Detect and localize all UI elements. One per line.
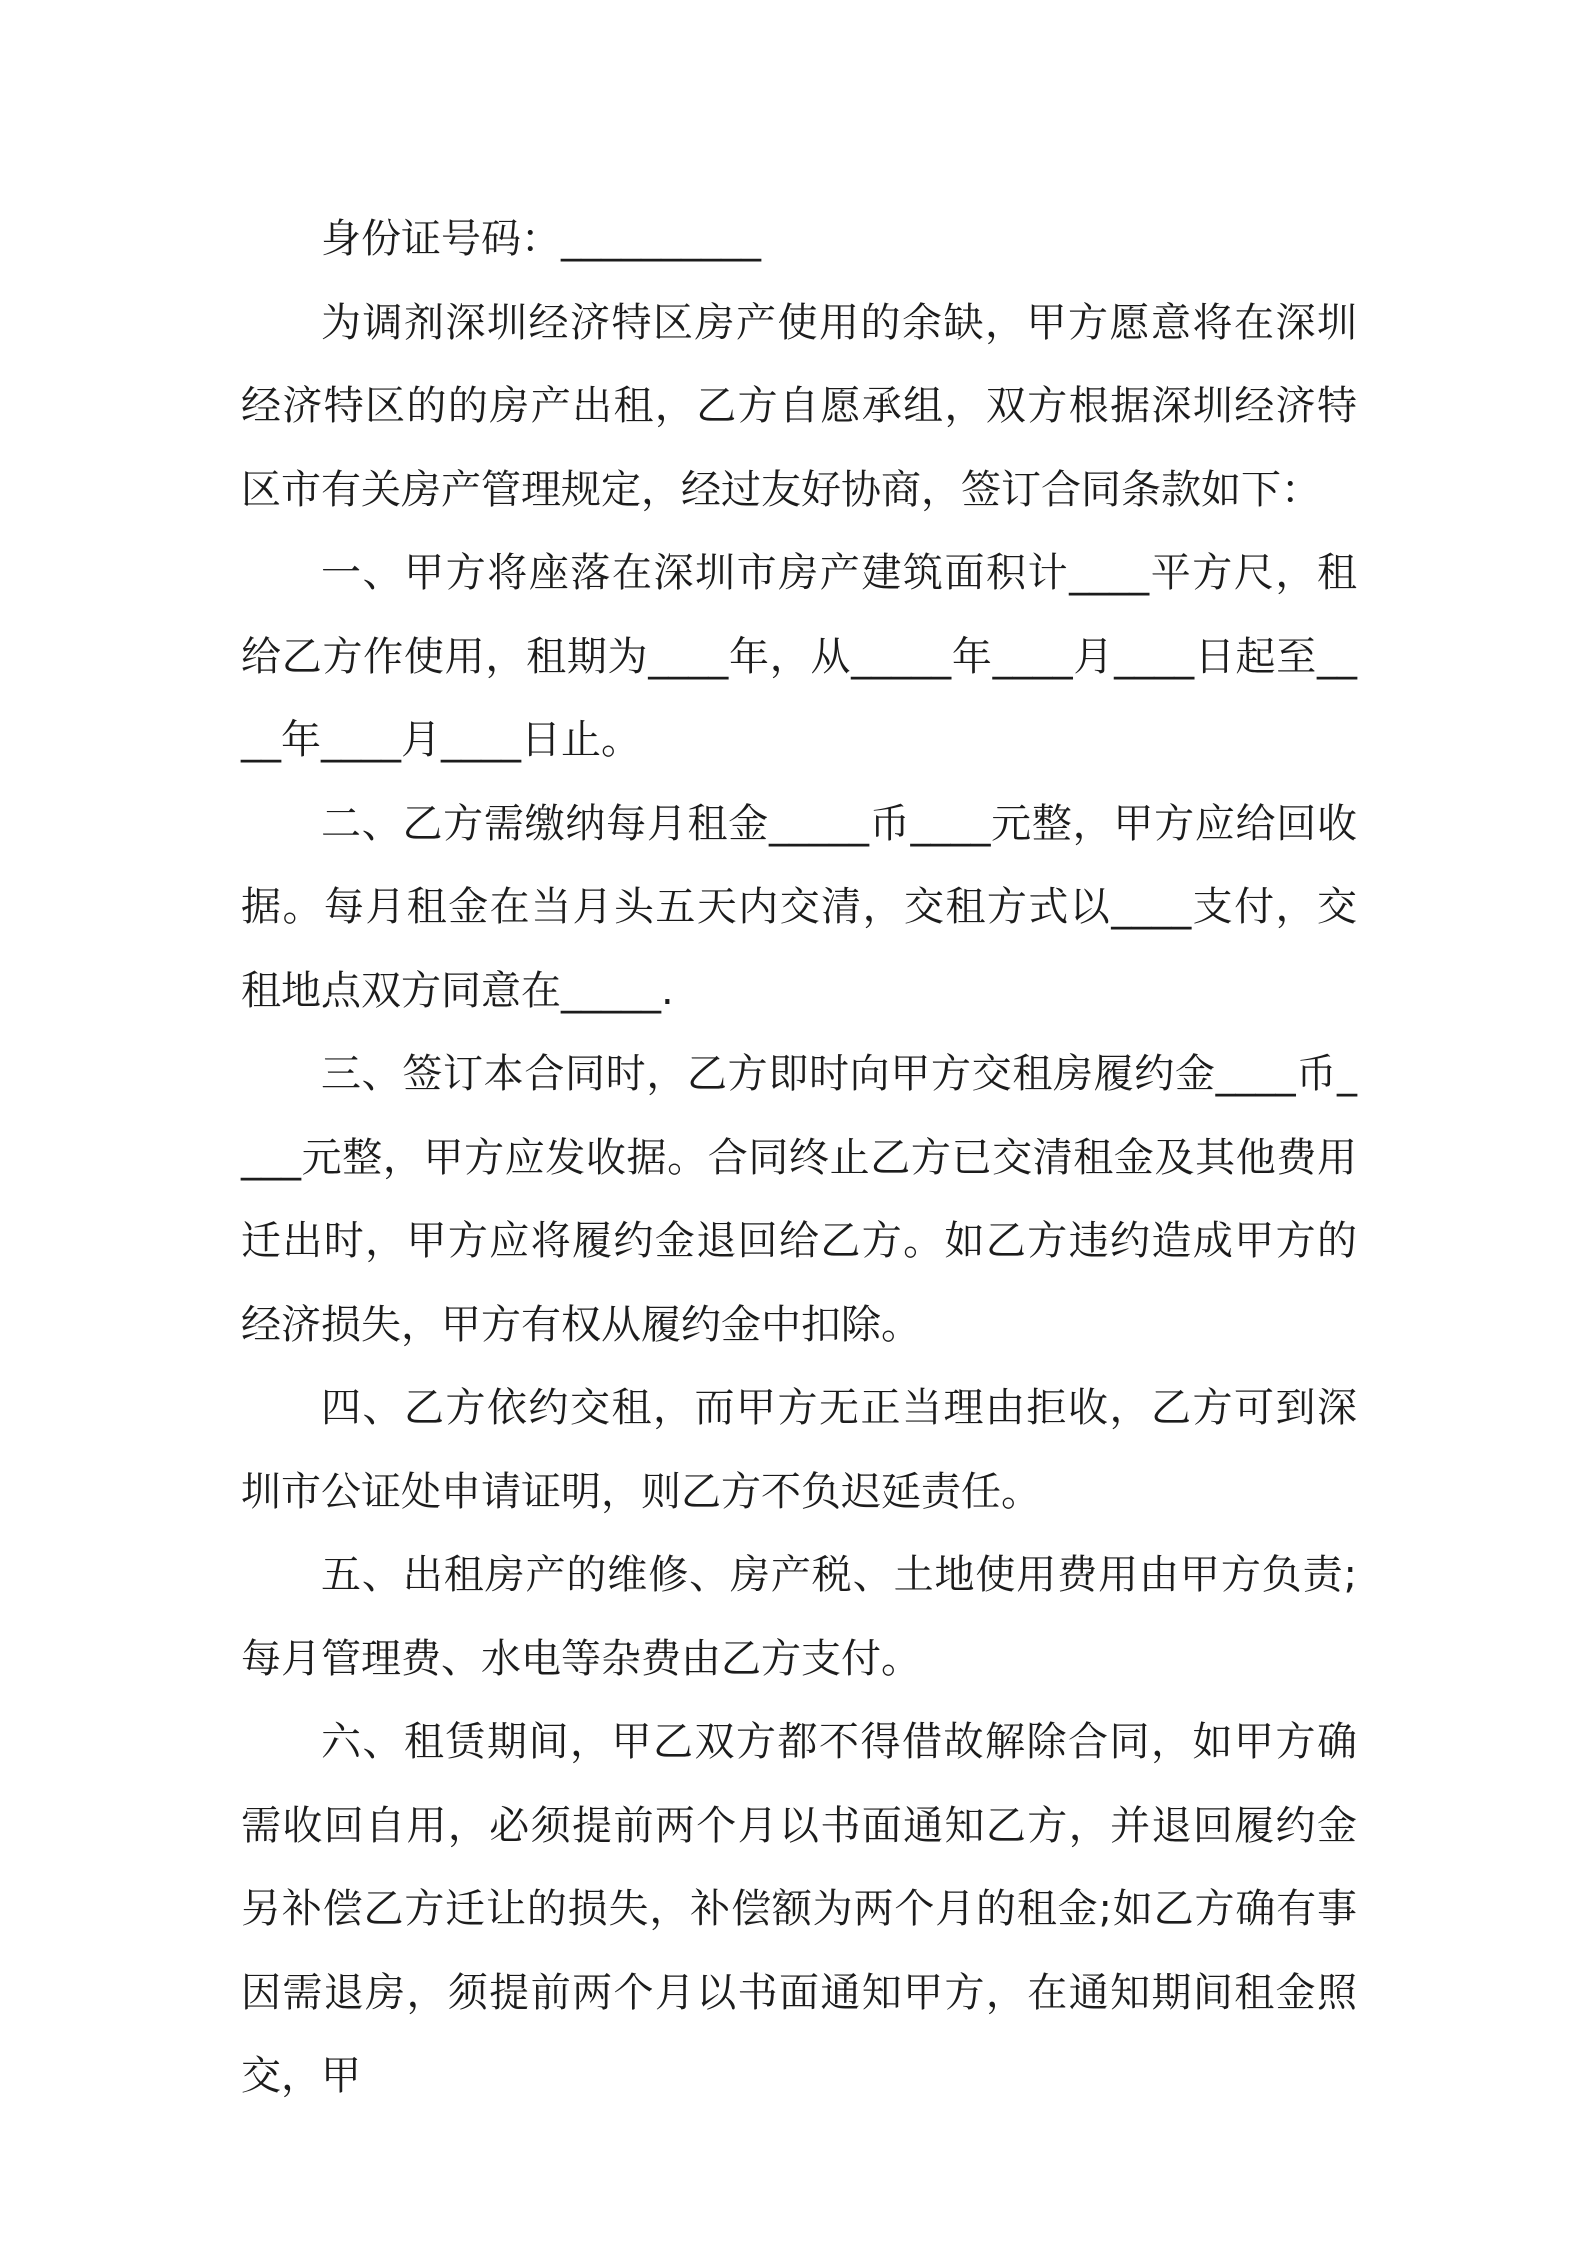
document-body — [241, 198, 1357, 2119]
clause-4-paragraph: 四、乙方依约交租，而甲方无正当理由拒收，乙方可到深圳市公证处申请证明，则乙方不负迟延责任。 — [241, 1385, 1357, 1515]
clause-6-paragraph: 六、租赁期间，甲乙双方都不得借故解除合同，如甲方确需收回自用，必须提前两个月以书面通知乙方，并退回履约金另补偿乙方迁让的损失，补偿额为两个月的租金;如乙方确有事因需退房，须提前两个月以书面通知甲方，在通知期间租金照交，甲 — [241, 1719, 1357, 2099]
id-number-line: 身份证号码：__________ — [321, 216, 761, 262]
clause-3-paragraph: 三、签订本合同时，乙方即时向甲方交租房履约金____币____元整，甲方应发收据。合同终止乙方已交清租金及其他费用迁出时，甲方应将履约金退回给乙方。如乙方违约造成甲方的经济损失，甲方有权从履约金中扣除。 — [241, 1051, 1357, 1348]
preamble-paragraph: 为调剂深圳经济特区房产使用的余缺，甲方愿意将在深圳经济特区的的房产出租，乙方自愿承组，双方根据深圳经济特区市有关房产管理规定，经过友好协商，签订合同条款如下： — [241, 299, 1357, 513]
clause-5-paragraph: 五、出租房产的维修、房产税、土地使用费用由甲方负责;每月管理费、水电等杂费由乙方支付。 — [241, 1552, 1357, 1682]
clause-2-paragraph: 二、乙方需缴纳每月租金_____币____元整，甲方应给回收据。每月租金在当月头五天内交清，交租方式以____支付，交租地点双方同意在_____. — [241, 800, 1357, 1014]
clause-1-paragraph: 一、甲方将座落在深圳市房产建筑面积计____平方尺，租给乙方作使用，租期为____年，从_____年____月____日起至____年____月____日止。 — [241, 550, 1357, 763]
